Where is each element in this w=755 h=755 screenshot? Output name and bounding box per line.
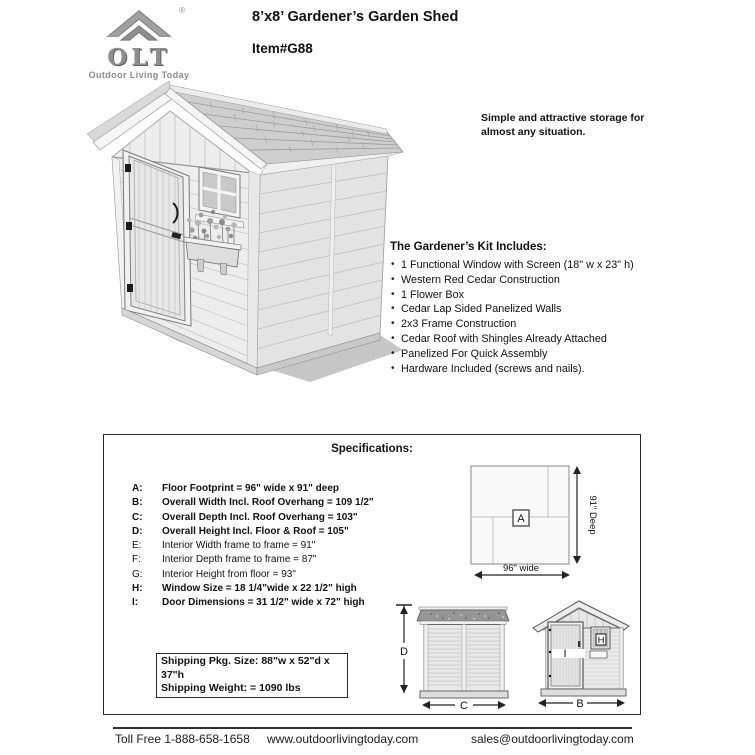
spec-row-text: Interior Depth frame to frame = 87" — [162, 554, 317, 566]
side-height-label: D — [400, 646, 408, 658]
kit-item: • 2x3 Frame Construction — [391, 317, 661, 332]
shipping-box — [156, 653, 348, 698]
specifications-heading: Specifications: — [331, 443, 413, 455]
floorplan-diagram — [451, 454, 651, 584]
spec-row — [132, 553, 374, 567]
shipping-size: Shipping Pkg. Size: 88"w x 52"d x 37"h — [161, 655, 330, 681]
specifications-box — [103, 434, 641, 715]
spec-row-key: E: — [132, 540, 142, 552]
spec-row-text: Floor Footprint = 96" wide x 91" deep — [162, 483, 340, 494]
spec-row-key: I: — [132, 597, 139, 609]
kit-item: • Cedar Roof with Shingles Already Attached — [391, 332, 661, 347]
kit-heading: The Gardener’s Kit Includes: — [390, 241, 547, 253]
brand-subtitle: Outdoor Living Today — [88, 70, 190, 80]
spec-row — [132, 496, 374, 510]
floorplan-depth-label: 91" Deep — [587, 495, 598, 535]
spec-rows — [132, 482, 374, 611]
spec-row-text: Interior Width frame to frame = 91" — [162, 540, 316, 552]
shed-door — [123, 150, 191, 326]
kit-list — [391, 258, 661, 376]
marketing-tagline: Simple and attractive storage for almost any situation. — [481, 112, 645, 138]
spec-row — [132, 582, 374, 596]
footer-email: sales@outdoorlivingtoday.com — [471, 732, 634, 746]
footer-website: www.outdoorlivingtoday.com — [267, 732, 419, 746]
hinge-icon — [127, 284, 133, 292]
spec-row — [132, 539, 374, 553]
hinge-icon — [125, 164, 131, 172]
kit-item: • Western Red Cedar Construction — [391, 273, 661, 288]
hinge-icon — [126, 222, 132, 230]
front-window-label: H — [597, 635, 605, 646]
kit-item: • Panelized For Quick Assembly — [391, 347, 661, 362]
footer-divider — [113, 727, 632, 729]
kit-item: • Cedar Lap Sided Panelized Walls — [391, 302, 661, 317]
kit-item: • 1 Flower Box — [391, 288, 661, 303]
spec-row — [132, 525, 374, 539]
spec-row-text: Interior Height from floor = 93" — [162, 568, 296, 580]
page-title: 8’x8’ Gardener’s Garden Shed — [252, 9, 459, 25]
spec-row-text: Overall Depth Incl. Roof Overhang = 103" — [162, 511, 358, 523]
brand-name: OLT — [107, 44, 171, 71]
side-depth-label: C — [460, 700, 468, 712]
spec-row-text: Window Size = 18 1/4"wide x 22 1/2" high — [162, 583, 357, 595]
spec-row-key: F: — [132, 554, 141, 566]
kit-item: • 1 Functional Window with Screen (18" w x 23" h) — [391, 258, 661, 273]
spec-row — [132, 568, 374, 582]
item-number: Item#G88 — [252, 41, 313, 56]
spec-row-key: D: — [132, 525, 143, 537]
front-width-label: B — [576, 698, 584, 710]
registered-mark: ® — [179, 6, 185, 15]
spec-row-key: A: — [132, 483, 143, 494]
side-elevation-diagram — [391, 599, 519, 714]
spec-row-key: B: — [132, 497, 143, 509]
spec-row — [132, 511, 374, 525]
floorplan-width-label: 96" wide — [502, 563, 540, 574]
footer-phone: Toll Free 1-888-658-1658 — [115, 732, 250, 746]
spec-row-text: Overall Height Incl. Floor & Roof = 105" — [162, 525, 349, 537]
logo-block — [87, 6, 191, 80]
olt-roof-icon — [102, 6, 176, 42]
shipping-weight: Shipping Weight: = 1090 lbs — [161, 682, 301, 694]
spec-row-key: C: — [132, 511, 143, 523]
spec-row — [132, 482, 374, 496]
spec-row — [132, 596, 374, 610]
spec-row-text: Overall Width Incl. Roof Overhang = 109 1/2" — [162, 497, 374, 509]
spec-row-text: Door Dimensions = 31 1/2" wide x 72" high — [162, 597, 365, 609]
spec-row-key: G: — [132, 568, 143, 580]
spec-row-key: H: — [132, 583, 143, 595]
front-door-label: I — [563, 648, 567, 660]
floorplan-label: A — [517, 513, 525, 525]
front-elevation-diagram — [529, 594, 659, 714]
kit-item: • Hardware Included (screws and nails). — [391, 362, 661, 377]
